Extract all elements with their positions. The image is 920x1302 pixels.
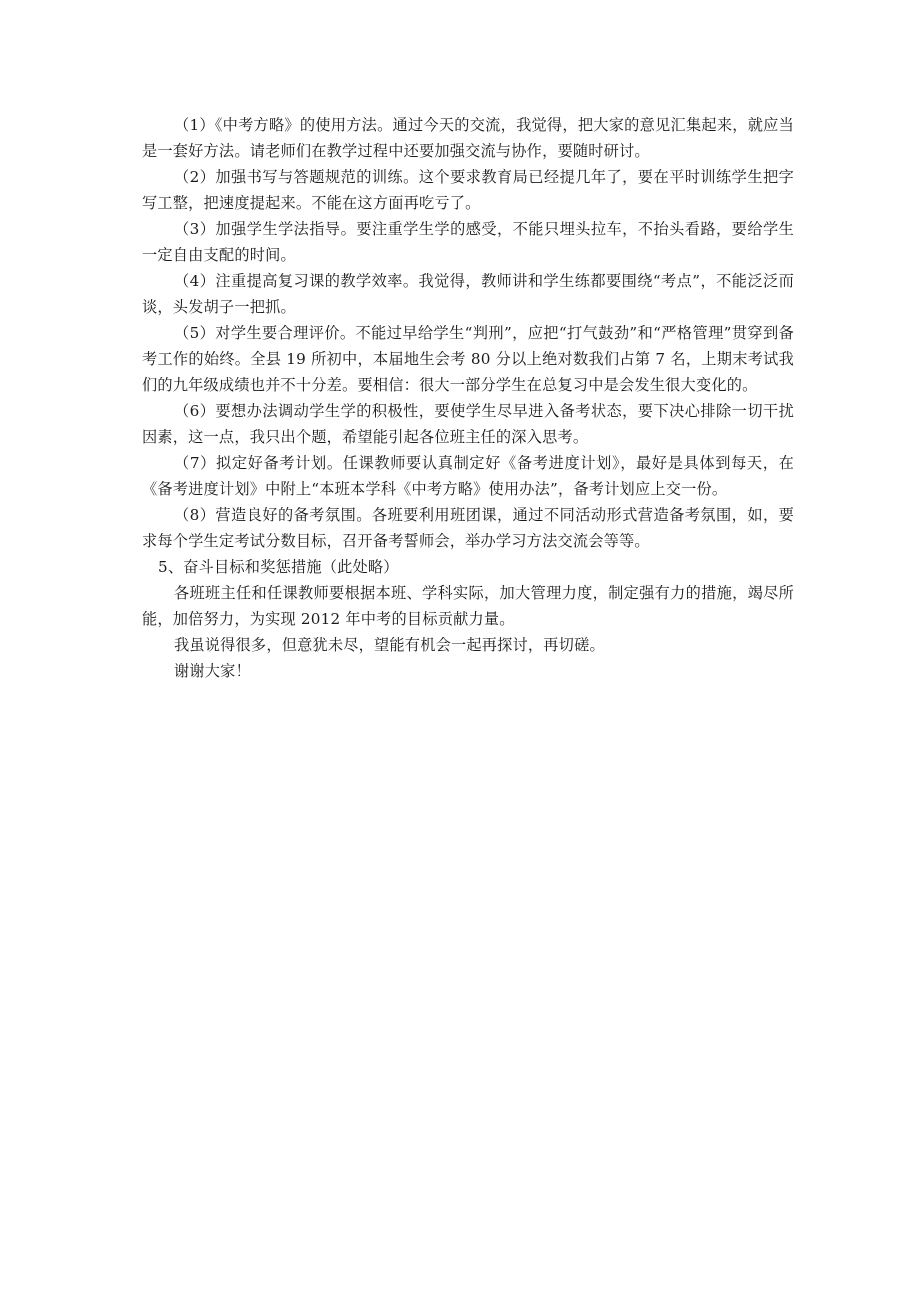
paragraph-1: （1）《中考方略》的使用方法。通过今天的交流，我觉得，把大家的意见汇集起来，就应当是一套好方法。请老师们在教学过程中还要加强交流与协作，要随时研讨。 [142,116,794,160]
paragraph-7: （7）拟定好备考计划。任课教师要认真制定好《备考进度计划》，最好是具体到每天，在《备考进度计划》中附上“本班本学科《中考方略》使用办法”，备考计划应上交一份。 [142,454,794,498]
paragraph-thanks: 谢谢大家！ [174,662,251,680]
paragraph-3: （3）加强学生学法指导。要注重学生学的感受，不能只埋头拉车，不抬头看路，要给学生一定自由支配的时间。 [142,220,794,264]
section-heading: 5、奋斗目标和奖惩措施（此处略） [158,558,399,576]
paragraph-closing-2: 我虽说得很多，但意犹未尽，望能有机会一起再探讨，再切磋。 [174,636,605,654]
paragraph-closing-1: 各班班主任和任课教师要根据本班、学科实际，加大管理力度，制定强有力的措施，竭尽所能，加倍努力，为实现 2012 年中考的目标贡献力量。 [142,584,794,628]
paragraph-6: （6）要想办法调动学生学的积极性，要使学生尽早进入备考状态，要下决心排除一切干扰因素，这一点，我只出个题，希望能引起各位班主任的深入思考。 [142,402,794,446]
paragraph-5: （5）对学生要合理评价。不能过早给学生“判刑”，应把“打气鼓劲”和“严格管理”贯穿到备考工作的始终。全县 19 所初中，本届地生会考 80 分以上绝对数我们占第 7 名，上期末考试我们的九年级成绩也并不十分差。要相信：很大一部分学生在总复习中是会发生很大变化的。 [142,324,794,394]
paragraph-4: （4）注重提高复习课的教学效率。我觉得，教师讲和学生练都要围绕“考点”，不能泛泛而谈，头发胡子一把抓。 [142,272,794,316]
document-body [142,112,794,684]
paragraph-2: （2）加强书写与答题规范的训练。这个要求教育局已经提几年了，要在平时训练学生把字写工整，把速度提起来。不能在这方面再吃亏了。 [142,168,794,212]
paragraph-8: （8）营造良好的备考氛围。各班要利用班团课，通过不同活动形式营造备考氛围，如，要求每个学生定考试分数目标，召开备考誓师会，举办学习方法交流会等等。 [142,506,794,550]
